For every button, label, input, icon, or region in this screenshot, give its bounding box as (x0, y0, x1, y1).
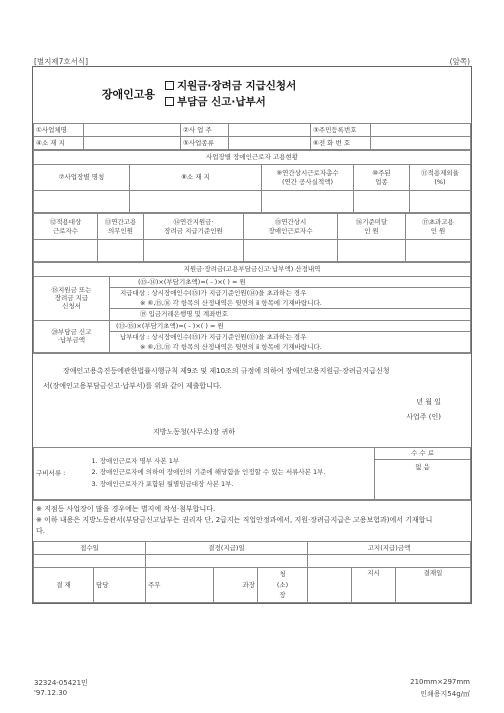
business-owner-field[interactable] (229, 124, 311, 137)
attachment-item-2: 2. 장애인근로자에 의하여 장애인의 기준에 해당함을 인정할 수 있는 서류사본 1부. (91, 468, 326, 477)
mandatory-hire-cell[interactable] (98, 240, 144, 262)
address-field[interactable] (84, 137, 181, 150)
excess-hire-cell[interactable] (406, 240, 471, 262)
calculation-title: 지원금·장려금(고용부담금신고·납부액) 산정내역 (34, 263, 471, 277)
annual-workers-cell[interactable] (262, 191, 354, 213)
business-owner-label: ②사 업 주 (181, 124, 229, 137)
levy-label (34, 320, 110, 352)
site-address-header: ⑧소 재 지 (130, 165, 262, 191)
receipt-table (33, 541, 471, 602)
director-sign-cell[interactable] (308, 568, 352, 602)
subsidy-target: 지급대상 : 상시장애인수(⑮)가 지급기준인원(⑭)을 초과하는 경우 (110, 288, 471, 299)
applicant-table (33, 123, 471, 150)
officer-label: 담당 (94, 568, 146, 602)
excess-hire-line1: ⑰초과고용 (422, 218, 454, 227)
shortfall-line1: ⑯기준미달 (355, 218, 388, 227)
attachments-list (90, 447, 375, 499)
disabled-workers-header (244, 214, 338, 240)
applicable-workers-cell[interactable] (34, 240, 98, 262)
address-label: ④소 재 지 (34, 137, 84, 150)
resident-no-label: ③주민등록번호 (311, 124, 371, 137)
mandatory-hire-header (98, 214, 144, 240)
notes-block (33, 500, 471, 542)
application-form (32, 66, 472, 604)
subsidy-label (34, 277, 110, 321)
received-date-cell[interactable] (34, 555, 146, 568)
branch-label: 지시 (352, 568, 396, 602)
shortfall-line2: 인 원 (364, 226, 379, 235)
subsidy-label-line3: 신청서 (62, 302, 81, 311)
attachment-item-3: 3. 장애인근로자가 포함된 월별임금대장 사본 1부. (91, 480, 234, 489)
attachments-label: 구비서류 : (34, 447, 90, 499)
exclusion-rate-cell[interactable] (410, 191, 471, 213)
applicable-workers-header (34, 214, 98, 240)
exclusion-rate-header (410, 165, 471, 191)
excess-hire-line2: 인 원 (430, 226, 446, 235)
industry-label: ⑤사업종류 (181, 137, 229, 150)
levy-checkbox[interactable] (165, 97, 174, 106)
declaration-text-2: 서(장애인고용부담금신고·납부서)를 위와 같이 제출합니다. (43, 382, 222, 391)
mandatory-hire-line2: 의무인원 (107, 226, 134, 235)
site-status-title: 사업장별 장애인근로자 고용현황 (34, 151, 471, 165)
site-status-table (33, 150, 471, 213)
amount-cell[interactable] (308, 555, 471, 568)
form-title-subsidy: 지원금·장려금 지급신청서 (177, 80, 297, 93)
note-1: ※ 지점등 사업장이 많을 경우에는 별지에 작성·첨부합니다. (36, 504, 216, 513)
exclusion-rate-line2: (%) (434, 177, 446, 186)
amount-label: 고지(지급)금액 (308, 542, 471, 555)
worker-counts-table (33, 213, 471, 262)
levy-label-line2: ·납부금액 (57, 336, 86, 345)
applicable-workers-line1: ⑫적용대상 (49, 218, 82, 227)
declaration-text-1: 장애인고용촉진등에관한법률시행규칙 제9조 및 제10조의 규정에 의하여 장애인고용지원금·장려금지급신청 (63, 366, 390, 375)
note-2: ※ 이하 내용은 지방노동관서(부담금신고납부는 권리자 단, 2급지는 직업안정과에서, 지원·장려금지급은 고용보험과)에서 기재합니 (36, 516, 433, 525)
declaration-block (33, 353, 471, 447)
subsidy-base-line2: 장려금 지급기준인원 (164, 226, 223, 235)
subsidy-base-line1: ⑭연간지원금· (173, 218, 214, 227)
annual-workers-line1: ⑨연간상시근로자총수 (276, 169, 339, 178)
subsidy-formula[interactable]: (⑮-⑭)×(부담기초액)=( - )×( ) = 원 (110, 277, 471, 288)
site-name-header: ⑦사업장별 명칭 (34, 165, 130, 191)
site-name-cell[interactable] (34, 191, 130, 213)
exclusion-rate-line1: ⑪적용제외율 (421, 169, 459, 178)
decision-date-label: 결정(지급)일 (146, 542, 308, 555)
director-line2: (소) (276, 580, 289, 589)
form-title-levy: 부담금 신고·납부서 (177, 96, 266, 108)
disabled-workers-cell[interactable] (244, 240, 338, 262)
industry-field[interactable] (229, 137, 311, 150)
levy-target: 납부대상 : 상시장애인수(⑮)가 지급기준인원(⑬)을 초과하는 경우 (110, 331, 471, 342)
paper-size: 210mm×297mm (410, 678, 470, 686)
received-date-label: 접수일 (34, 542, 146, 555)
shortfall-cell[interactable] (338, 240, 406, 262)
mandatory-hire-line1: ⑬연간고용 (104, 218, 137, 227)
declaration-signer[interactable]: 사업주 (인) (406, 413, 441, 422)
phone-label: ⑥전 화 번 호 (311, 137, 371, 150)
applicable-workers-line2: 근로자수 (52, 226, 79, 235)
excess-hire-header (406, 214, 471, 240)
subsidy-base-header (144, 214, 244, 240)
subsidy-checkbox[interactable] (165, 81, 174, 90)
main-industry-line2: 업종 (375, 177, 388, 186)
declaration-recipient: 지방노동청(사무소)장 귀하 (153, 428, 236, 437)
chief-label: 주무 (146, 568, 214, 602)
approval-date-label: 결재일 (396, 568, 471, 602)
subsidy-label-line2: 장려금 지급 (54, 294, 89, 303)
business-name-field[interactable] (84, 124, 181, 137)
business-name-label: ①사업체명 (34, 124, 84, 137)
levy-label-line1: ⑳부담금 신고 (51, 328, 92, 337)
director-line3: 장 (279, 591, 286, 600)
subsidy-label-line1: ⑱지원금 또는 (51, 286, 92, 295)
subsidy-base-cell[interactable] (144, 240, 244, 262)
shortfall-header (338, 214, 406, 240)
levy-note: ※ ⑥,⑬,⑮ 각 항목의 산정내역은 뒷면의 ⅱ 항목에 기재바랍니다. (110, 342, 471, 353)
decision-date-cell[interactable] (146, 555, 308, 568)
disabled-workers-line1: ⑮연간상시 (274, 218, 307, 227)
page-side: (앞쪽) (449, 57, 470, 66)
declaration-date[interactable]: 년 월 일 (416, 397, 441, 406)
resident-no-field[interactable] (371, 124, 471, 137)
attachment-item-1: 1. 장애인근로자 명부 사본 1부 (91, 456, 180, 465)
main-industry-cell[interactable] (354, 191, 410, 213)
attachments-table (33, 447, 471, 500)
phone-field[interactable] (371, 137, 471, 150)
levy-formula[interactable]: (⑬-⑮)×(부담기초액)=( - )×( ) = 원 (110, 320, 471, 331)
title-block (33, 67, 471, 123)
form-code: 32324-05421민 (34, 679, 88, 687)
annual-workers-line2: (연간 공사실적액) (281, 177, 334, 186)
director-label (258, 568, 308, 602)
subsidy-note: ※ ⑥,⑮,⑯ 각 항목의 산정내역은 뒷면의 ⅱ 항목에 기재바랍니다. (110, 298, 471, 309)
bank-account[interactable]: ⑲ 입금거래은행명 및 계좌번호 (110, 309, 471, 320)
section-chief-label: 과장 (214, 568, 258, 602)
approval-label: 결 재 (34, 568, 94, 602)
paper-weight: 인쇄용지54g/㎡ (420, 690, 470, 698)
note-3: 다. (36, 527, 45, 536)
site-address-cell[interactable] (130, 191, 262, 213)
main-industry-header (354, 165, 410, 191)
disabled-workers-line2: 장애인근로자수 (268, 226, 313, 235)
main-industry-line1: ⑩주된 (372, 169, 391, 178)
form-number: [별지제7호서식] (34, 57, 89, 66)
calculation-table (33, 262, 471, 353)
annual-workers-header (262, 165, 354, 191)
fee-label: 수 수 료 (375, 447, 471, 459)
form-title-prefix: 장애인고용 (101, 88, 155, 102)
form-date: '97.12.30 (34, 689, 68, 697)
fee-value: 없 음 (375, 459, 471, 499)
director-line1: 청 (279, 570, 286, 579)
